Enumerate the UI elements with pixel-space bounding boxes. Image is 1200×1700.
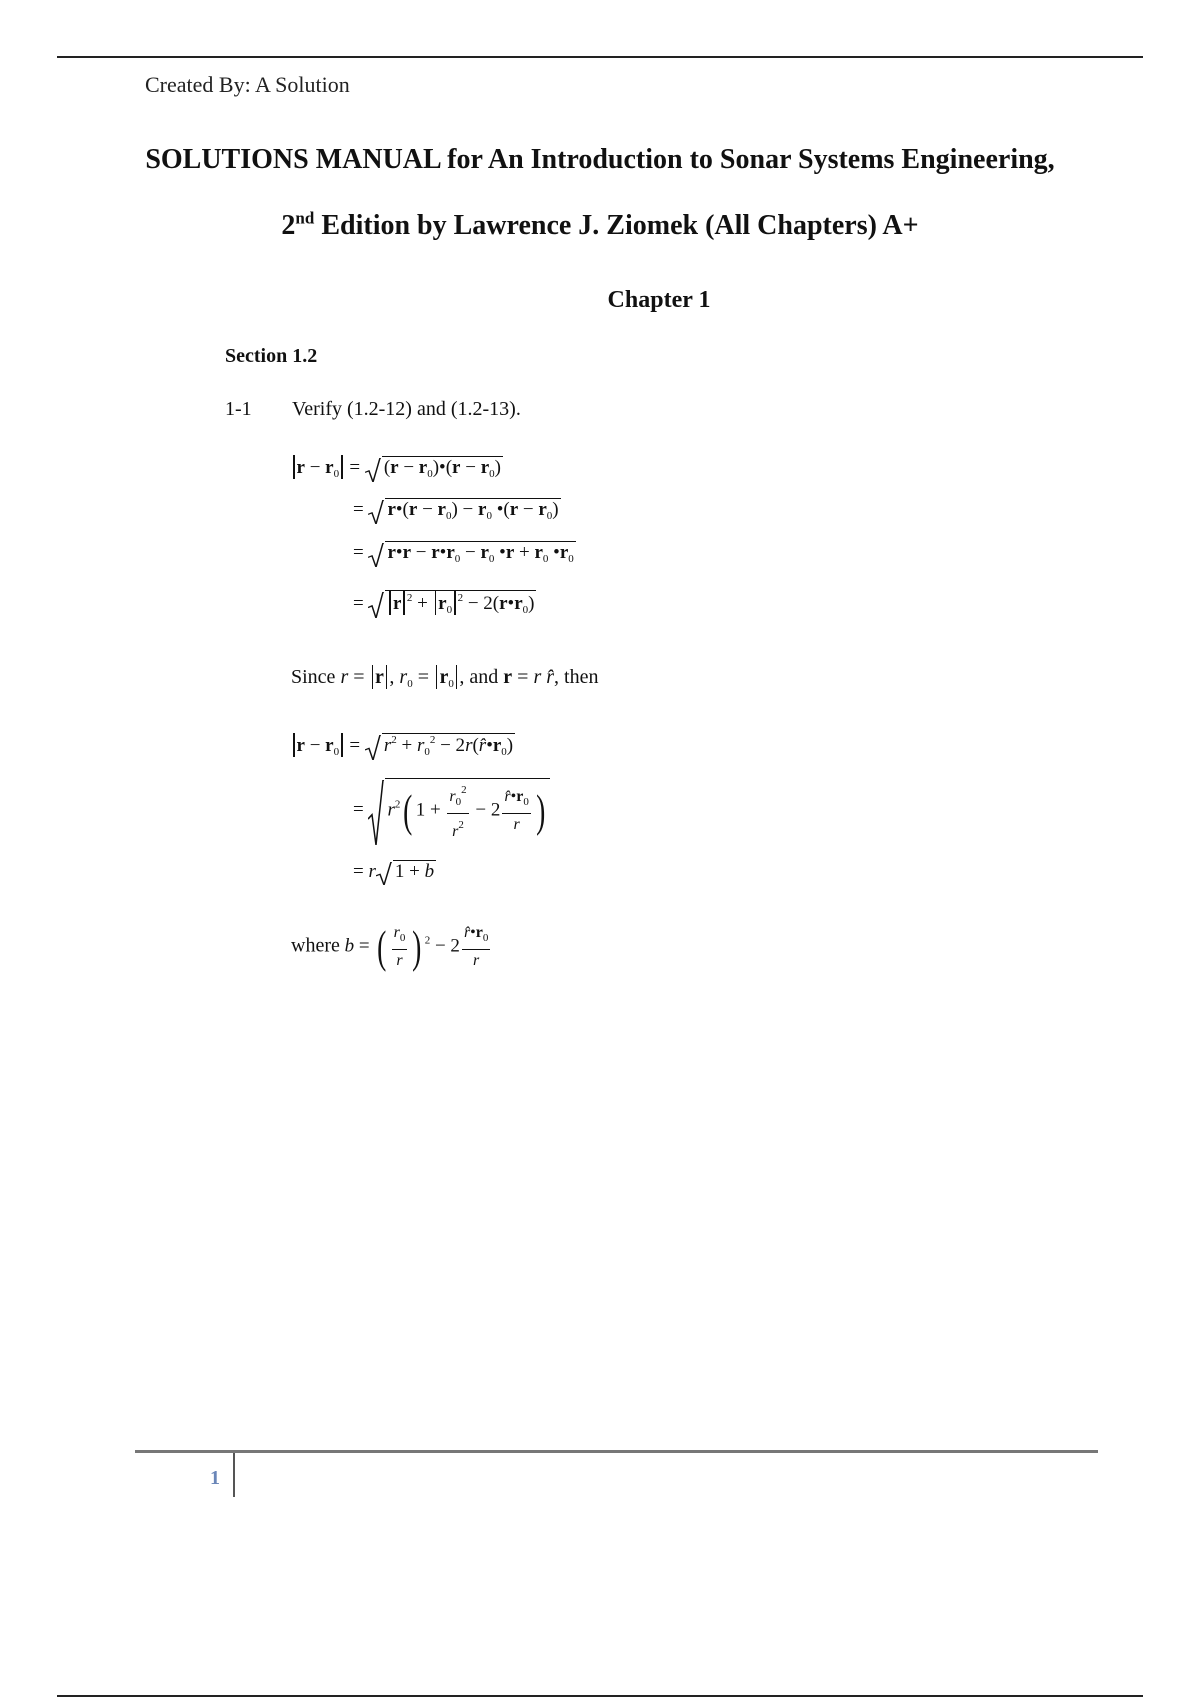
section-heading: Section 1.2 xyxy=(225,345,318,367)
equation-line-7: = r 1 + b xyxy=(353,860,436,883)
equation-line-4: = r $^2 + r_0^2$ − $2(r•r_0)$ xyxy=(353,592,535,616)
equation-line-3: = r•r − $r•r_0 - r_0$ •r + $r_0$ $•r_0$ xyxy=(353,542,574,565)
top-rule xyxy=(57,56,1143,58)
equation-line-5: $r - r_0$ = $r^2 + r_0^2$ − $2r(r̂•r_0)$ xyxy=(291,733,515,758)
problem-statement: Verify (1.2-12) and (1.2-13). xyxy=(292,398,521,420)
where-word: where xyxy=(291,934,340,957)
equation-line-6: = $r^2$( 1 + $\frac{r_0^2}{r^2}$ − 2 $\frac{r̂•r_0}{r}$ ) xyxy=(353,778,550,843)
equation-line-2: = r•(r − $r_0) - r_0$ •(r − $r_0$) xyxy=(353,499,559,522)
since-word: Since xyxy=(291,666,336,688)
chapter-heading: Chapter 1 xyxy=(607,287,711,313)
footer-divider xyxy=(233,1453,235,1497)
document-title-line1: SOLUTIONS MANUAL for An Introduction to Sonar Systems Engineering, xyxy=(145,144,1055,175)
problem-number: 1-1 xyxy=(225,398,252,420)
footer-rule xyxy=(135,1450,1098,1453)
page-number: 1 xyxy=(210,1467,220,1489)
since-then: , then xyxy=(554,666,599,688)
document-title-line2 xyxy=(0,210,1200,242)
where-definition: where b = ( $\frac{r_0}{r}$ ) $^2$ − 2 $\frac{r̂•r_0}{r}$ xyxy=(291,921,489,972)
since-statement: Since r = r , $r_0 = r_0$ , and r = r r̂, then xyxy=(291,666,599,690)
edition-suffix: nd xyxy=(295,208,315,228)
edition-number: 2 xyxy=(281,210,296,241)
since-comma: , xyxy=(389,666,395,688)
created-by-header: Created By: A Solution xyxy=(145,72,350,97)
equation-line-1: $r - r_0$ = $(r - r_0)•(r - r_0)$ xyxy=(291,455,503,480)
since-and: , and xyxy=(459,666,499,688)
bottom-rule xyxy=(57,1695,1143,1697)
edition-author: Edition by Lawrence J. Ziomek (All Chapters) A+ xyxy=(314,210,919,241)
